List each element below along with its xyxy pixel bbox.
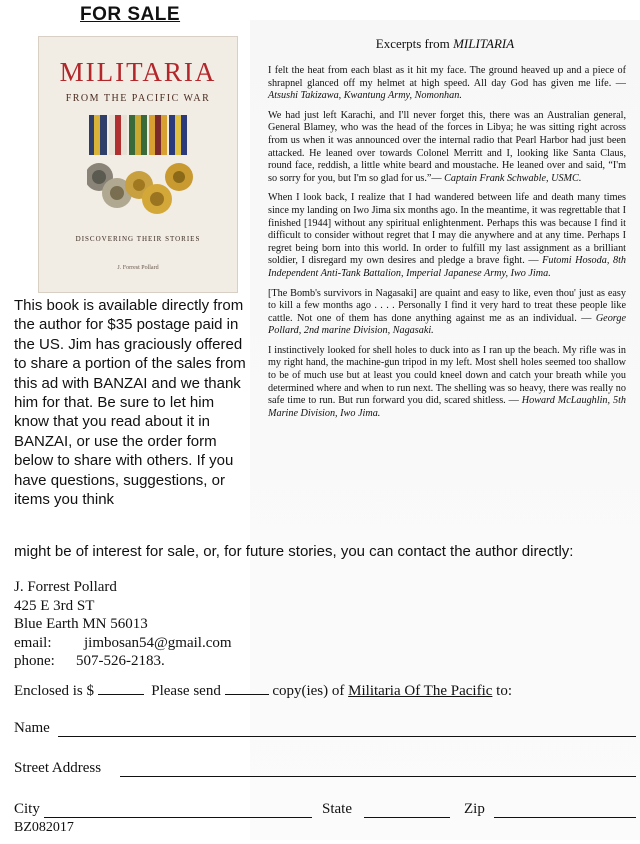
quote-attribution: George Pollard, 2nd marine Division, Nagasaki. xyxy=(268,312,626,337)
amount-blank-field[interactable] xyxy=(98,680,144,695)
book-cover-title: MILITARIA xyxy=(59,57,217,87)
copies-blank-field[interactable] xyxy=(225,680,269,695)
email-label: email: xyxy=(14,634,52,651)
quote-text: When I look back, I realize that I had wandered between life and death many times since my landing on Iwo Jima six months ago. In the meantime, it was regrettable that I finished [1944] without any spiritual enlightenment. Perhaps this was because I find it difficult to consider without regret that I may die anywhere and at any time. Perhaps I regret being born into this world. In order to fulfill my last assignment as a brilliant soldier, I disregard my own desires and pledge a brave fight. — xyxy=(268,192,626,267)
please-send-label: Please send xyxy=(151,683,221,699)
contact-city: Blue Earth MN 56013 xyxy=(14,616,148,632)
contact-phone-row xyxy=(14,652,614,671)
medals-icon xyxy=(87,115,197,227)
book-cover-author: J. Forrest Pollard xyxy=(117,265,159,271)
contact-block xyxy=(14,578,614,671)
to-label: to: xyxy=(496,683,512,699)
issue-code: BZ082017 xyxy=(14,820,74,835)
copies-of-label: copy(ies) of xyxy=(272,683,345,699)
order-line xyxy=(14,680,512,700)
name-field[interactable] xyxy=(58,736,636,737)
excerpts-quotes xyxy=(268,65,626,427)
city-label: City xyxy=(14,801,40,817)
book-cover-tagline: DISCOVERING THEIR STORIES xyxy=(75,235,201,243)
quote-attribution: Atsushi Takizawa, Kwantung Army, Nomonhan. xyxy=(268,90,462,102)
book-cover-image xyxy=(38,36,238,293)
zip-label: Zip xyxy=(464,801,485,817)
excerpts-title xyxy=(250,36,640,52)
contact-name: J. Forrest Pollard xyxy=(14,579,117,595)
quote-attribution: Howard McLaughlin, 5th Marine Division, Iwo Jima. xyxy=(268,395,626,419)
for-sale-heading: FOR SALE xyxy=(80,4,181,25)
quote-text: I instinctively looked for shell holes to duck into as I ran up the beach. My rifle was in my right hand, the machine-gun tripod in my left. Most shell holes seemed too shallow to be of much use but at least you could kneel down and catch your breath while you determined where and when to run next. The shelling was so heavy, there was really no safe time to run. But run forward you did, scared shitless. — xyxy=(268,344,626,407)
excerpts-title-prefix: Excerpts from xyxy=(375,36,454,51)
contact-street: 425 E 3rd ST xyxy=(14,597,95,614)
state-label: State xyxy=(322,801,352,817)
enclosed-label: Enclosed is $ xyxy=(14,683,94,699)
quote-text: I felt the heat from each blast as it hit my face. The ground heaved up and a piece of shrapnel glanced off my helmet at high speed. All day God has given me life. — xyxy=(268,65,626,89)
quote xyxy=(268,110,626,186)
street-field[interactable] xyxy=(120,776,636,777)
phone-label: phone: xyxy=(14,653,55,669)
quote-text: [The Bomb's survivors in Nagasaki] are quaint and easy to like, even thou' just as easy to kill a few months ago . . . . Personally I find it very hard to treat these people like cattle. Not one of them has done anything against me as an individual. — xyxy=(268,287,626,324)
promo-text: This book is available directly from the author for $35 postage paid in the US. Jim has graciously offered to share a portion of the sales from this ad with BANZAI and we thank him for that. Be sure to let him know that you read about it in BANZAI, or use the order form below to share with others. If you have questions, suggestions, or items you think xyxy=(14,297,246,509)
quote xyxy=(268,345,626,421)
street-label: Street Address xyxy=(14,760,102,776)
contact-phone: 507-526-2183. xyxy=(76,653,165,669)
book-cover-subtitle: FROM THE PACIFIC WAR xyxy=(65,93,211,104)
quote-text: We had just left Karachi, and I'll never forget this, there was an Australian general, General Blamey, who was the head of the forces in Libya; he was sitting right across from us when it was announced over the internal radio that Pearl Harbor had just been attacked. He leaned over towards Colonel Merritt and I, looking like Santa Claus, round face, reddish, a little white beard and moustache. He leaned over and said, “I'm so sorry for you, but I'm so glad for us.”— xyxy=(268,109,626,184)
quote xyxy=(268,192,626,280)
quote-attribution: Captain Frank Schwable, USMC. xyxy=(444,172,582,184)
city-field[interactable] xyxy=(44,817,312,818)
state-field[interactable] xyxy=(364,817,450,818)
quote xyxy=(268,65,626,103)
contact-email-row xyxy=(14,634,614,653)
contact-email-link[interactable]: jimbosan54@gmail.com xyxy=(84,634,232,651)
zip-field[interactable] xyxy=(494,817,636,818)
quote xyxy=(268,288,626,338)
quote-attribution: Futomi Hosoda, 8th Independent Anti-Tank Battalion, Imperial Japanese Army, Iwo Jima. xyxy=(268,255,627,279)
promo-text-continuation: might be of interest for sale, or, for future stories, you can contact the author directly: xyxy=(14,543,574,560)
name-label: Name xyxy=(14,720,50,736)
excerpts-title-book: MILITARIA xyxy=(453,36,515,51)
book-name: Militaria Of The Pacific xyxy=(348,683,493,699)
